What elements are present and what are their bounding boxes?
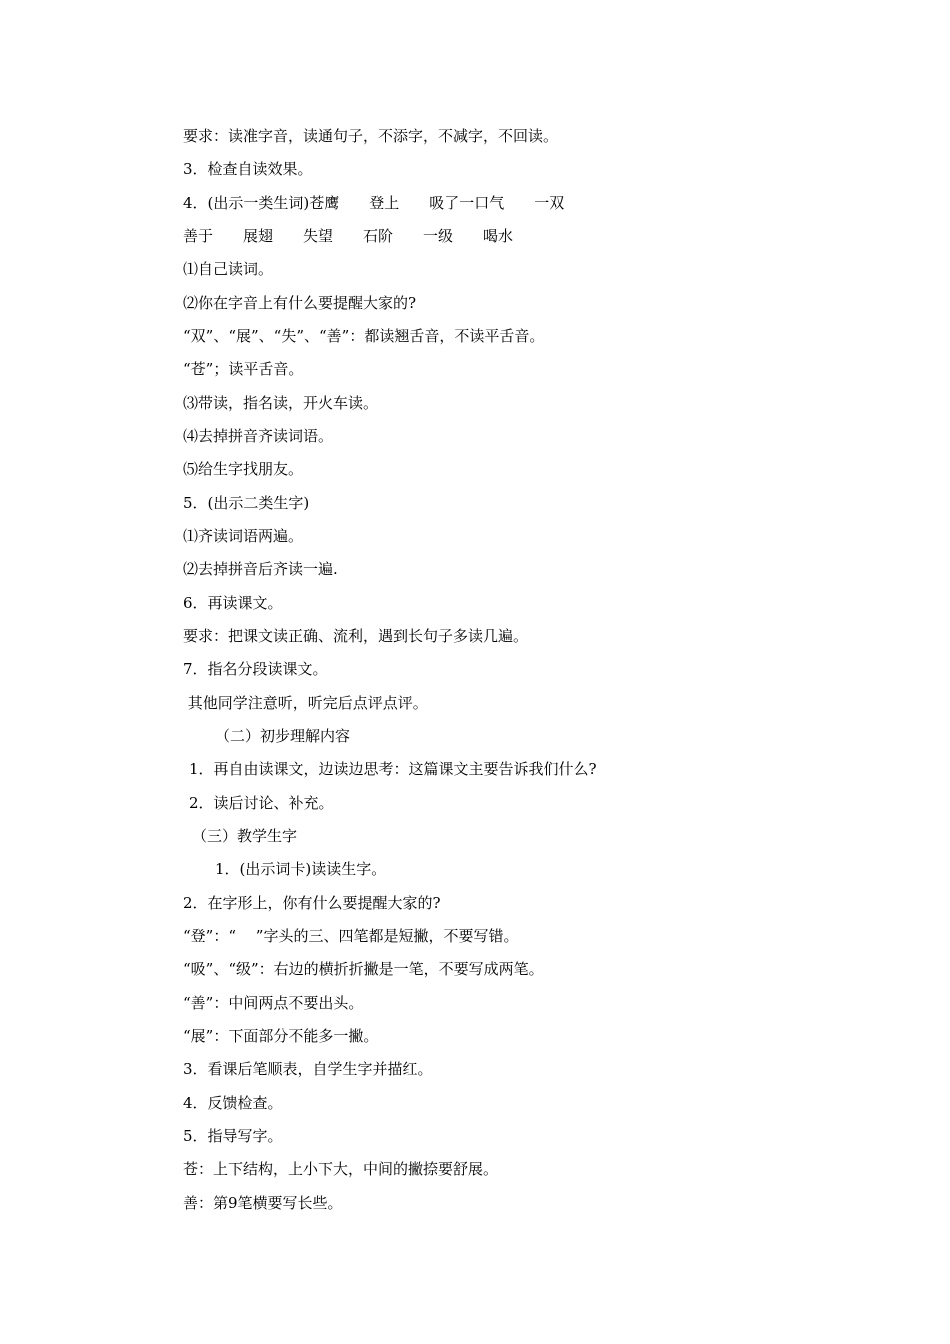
section-heading: （二）初步理解内容 bbox=[215, 727, 351, 745]
text-line: 7．指名分段读课文。 bbox=[183, 660, 328, 678]
text-line: ⑸给生字找朋友。 bbox=[183, 460, 304, 478]
text-line: “吸”、“级”：右边的横折折撇是一笔，不要写成两笔。 bbox=[183, 960, 544, 978]
text-line: ⑴齐读词语两遍。 bbox=[183, 527, 304, 545]
text-line: 善：第9笔横要写长些。 bbox=[183, 1194, 343, 1212]
text-line: 4．(出示一类生词)苍鹰 登上 吸了一口气 一双 bbox=[183, 194, 565, 212]
text-line: “展”：下面部分不能多一撇。 bbox=[183, 1027, 379, 1045]
text-line: 5．(出示二类生字) bbox=[183, 494, 310, 512]
text-line: “登”：“ ”字头的三、四笔都是短撇，不要写错。 bbox=[183, 927, 519, 945]
text-line: “苍”；读平舌音。 bbox=[183, 360, 304, 378]
text-line: 6．再读课文。 bbox=[183, 594, 283, 612]
text-line: ⑴自己读词。 bbox=[183, 260, 274, 278]
text-line: 苍：上下结构，上小下大，中间的撇捺要舒展。 bbox=[183, 1160, 499, 1178]
text-line: 善于 展翅 失望 石阶 一级 喝水 bbox=[183, 227, 514, 245]
text-line: 3．看课后笔顺表，自学生字并描红。 bbox=[183, 1060, 433, 1078]
text-line: “双”、“展”、“失”、“善”：都读翘舌音，不读平舌音。 bbox=[183, 327, 545, 345]
text-line: 要求：读准字音，读通句子，不添字，不减字，不回读。 bbox=[183, 127, 559, 145]
text-line: 要求：把课文读正确、流利，遇到长句子多读几遍。 bbox=[183, 627, 529, 645]
text-line: 2．读后讨论、补充。 bbox=[189, 794, 334, 812]
text-line: ⑷去掉拼音齐读词语。 bbox=[183, 427, 334, 445]
text-line: ⑶带读，指名读，开火车读。 bbox=[183, 394, 379, 412]
text-line: “善”：中间两点不要出头。 bbox=[183, 994, 364, 1012]
section-heading: （三）教学生字 bbox=[192, 827, 298, 845]
text-line: ⑵你在字音上有什么要提醒大家的? bbox=[183, 294, 417, 312]
text-line: 3．检查自读效果。 bbox=[183, 160, 313, 178]
text-line: 1．再自由读课文，边读边思考：这篇课文主要告诉我们什么? bbox=[189, 760, 597, 778]
text-line: 2．在字形上，你有什么要提醒大家的? bbox=[183, 894, 441, 912]
text-line: 4．反馈检查。 bbox=[183, 1094, 283, 1112]
text-line: 5．指导写字。 bbox=[183, 1127, 283, 1145]
text-line: 其他同学注意听，听完后点评点评。 bbox=[183, 694, 428, 712]
text-line: 1．(出示词卡)读读生字。 bbox=[215, 860, 387, 878]
text-line: ⑵去掉拼音后齐读一遍. bbox=[183, 560, 338, 578]
